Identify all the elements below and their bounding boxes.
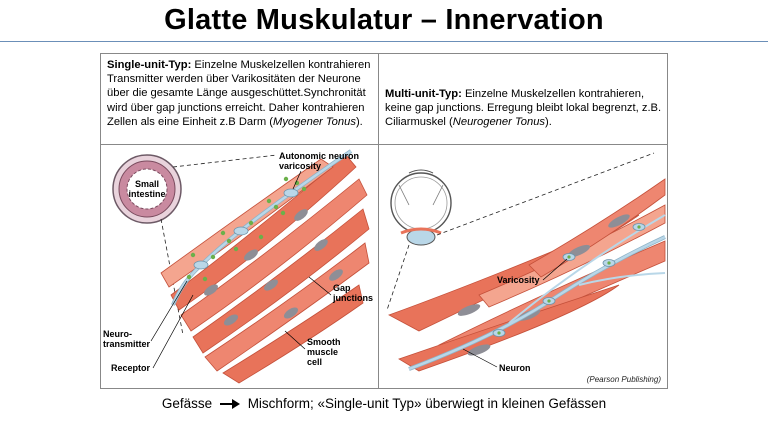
small-intestine-label-2: intestine [128,189,166,199]
neurotransmitter-label-2: transmitter [103,339,151,349]
smooth-muscle-label-3: cell [307,357,323,367]
arrow-right-icon [220,399,240,409]
smooth-muscle-label-1: Smooth [307,337,341,347]
figure-panel [100,53,668,389]
neurotransmitter-label-1: Neuro- [103,329,132,339]
single-unit-illustration [101,145,378,389]
single-unit-body: Einzelne Muskelzellen kontrahieren Transmitter werden über Varikositäten der Neurone über die gesamte Länge ausgeschüttet.Synchronität wird über gap junctions erreicht. Daher kontrahieren Zellen als eine Einheit z.B Darm ( [107,59,371,128]
autonomic-label-1: Autonomic neuron [279,151,359,161]
single-unit-heading: Single-unit-Typ: [107,59,192,71]
multi-unit-tonus: Neurogener Tonus [452,116,546,129]
caption-left-text: Gefässe [161,396,213,411]
gap-junctions-label-1: Gap [333,283,351,293]
multi-unit-close: ). [545,116,552,129]
neuron-label: Neuron [499,363,531,373]
gap-junctions-label-2: junctions [333,293,373,303]
caption-right-text: Mischform; «Single-unit Typ» überwiegt in kleinen Gefässen [247,396,607,411]
single-unit-text [107,58,373,129]
multi-unit-text [385,87,665,130]
bottom-caption [0,396,768,411]
multi-unit-illustration [379,145,668,389]
eye-icon [391,170,451,245]
varicosity-label: Varicosity [497,275,540,285]
single-unit-close: ). [355,115,363,128]
image-credit: (Pearson Publishing) [586,375,661,384]
page-title: Glatte Muskulatur – Innervation [164,4,604,36]
receptor-label: Receptor [111,363,151,373]
smooth-muscle-label-2: muscle [307,347,339,357]
single-unit-tonus: Myogener Tonus [273,115,356,128]
multi-unit-heading: Multi-unit-Typ: [385,88,462,100]
autonomic-label-2: varicosity [279,161,322,171]
multi-unit-body: Einzelne Muskelzellen kontrahieren, keine gap junctions. Erregung bleibt lokal begrenzt, z.B. Ciliarmuskel ( [385,88,662,129]
title-underline [0,41,768,42]
small-intestine-icon [113,155,181,223]
small-intestine-label-1: Small [134,179,160,189]
